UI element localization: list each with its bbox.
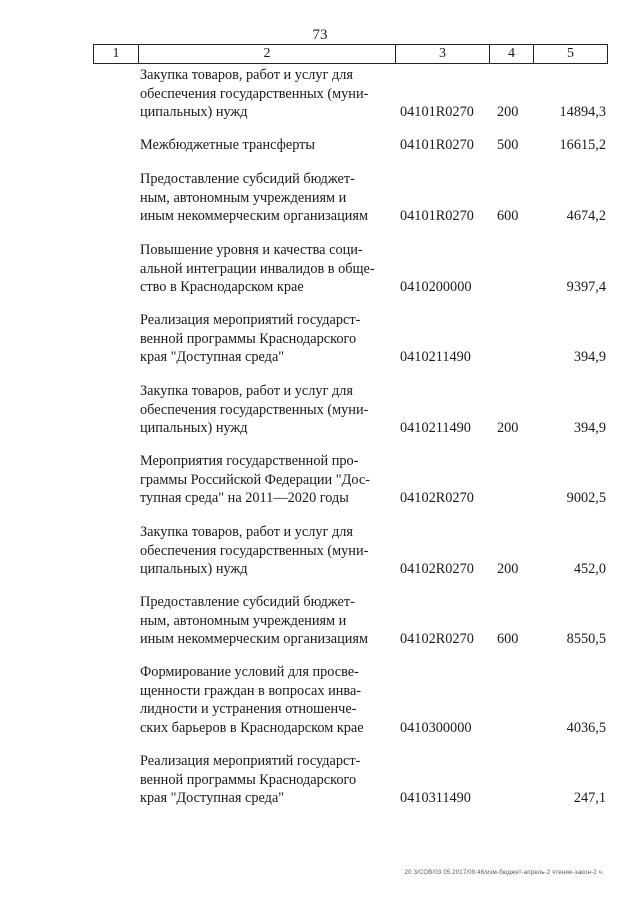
row-code: 0410211490 — [400, 420, 471, 436]
description-line: иным некоммерческим организациям — [140, 208, 369, 224]
description-line: венной программы Краснодарского — [140, 771, 357, 788]
description-line: края "Доступная среда" — [140, 349, 285, 365]
table-header-row — [93, 44, 608, 64]
description-line: тупная среда" на 2011—2020 годы — [140, 490, 349, 506]
row-amount: 452,0 — [573, 561, 606, 577]
description-line: щенности граждан в вопросах инва- — [140, 682, 362, 699]
description-line: края "Доступная среда" — [140, 790, 285, 806]
row-code: 04102R0270 — [400, 561, 474, 577]
row-amount: 4036,5 — [566, 719, 606, 736]
row-amount: 394,9 — [573, 349, 606, 365]
row-code: 04101R0270 — [400, 137, 474, 153]
description-line: ципальных) нужд — [140, 561, 248, 577]
description-line: ципальных) нужд — [140, 420, 248, 436]
description-line: граммы Российской Федерации "Дос- — [140, 471, 370, 488]
page-number: 73 — [312, 27, 328, 43]
row-code: 04102R0270 — [400, 631, 474, 647]
row-expense-type: 200 — [497, 420, 519, 436]
row-code: 04101R0270 — [400, 208, 474, 224]
row-description — [140, 452, 390, 508]
row-description — [140, 136, 390, 155]
row-expense-type: 500 — [497, 137, 519, 153]
description-line: Предоставление субсидий бюджет- — [140, 171, 355, 187]
row-amount: 14894,3 — [559, 104, 606, 120]
row-code: 04102R0270 — [400, 490, 474, 506]
description-line: венной программы Краснодарского — [140, 330, 357, 347]
description-line: ным, автономным учреждениям и — [140, 612, 347, 629]
description-line: обеспечения государственных (муни- — [140, 85, 369, 102]
description-line: Реализация мероприятий государст- — [140, 312, 361, 328]
description-line: иным некоммерческим организациям — [140, 631, 369, 647]
description-line: обеспечения государственных (муни- — [140, 401, 369, 418]
description-line: ство в Краснодарском крае — [140, 279, 304, 295]
description-line: Предоставление субсидий бюджет- — [140, 594, 355, 610]
description-line: лидности и устранения отношенче- — [140, 701, 357, 717]
row-amount: 4674,2 — [566, 208, 606, 224]
row-description — [140, 66, 390, 122]
row-expense-type: 200 — [497, 104, 519, 120]
description-line: ным, автономным учреждениям и — [140, 189, 347, 206]
row-code: 04101R0270 — [400, 104, 474, 120]
row-description — [140, 663, 390, 737]
description-line: обеспечения государственных (муни- — [140, 542, 369, 559]
row-description — [140, 752, 390, 808]
row-code: 0410200000 — [400, 279, 472, 295]
row-amount: 16615,2 — [559, 137, 606, 153]
description-line: ципальных) нужд — [140, 104, 248, 120]
header-col-5: 5 — [567, 46, 574, 61]
description-line: Межбюджетные трансферты — [140, 137, 316, 153]
description-line: Закупка товаров, работ и услуг для — [140, 67, 353, 83]
row-amount: 9002,5 — [566, 490, 606, 506]
header-col-1: 1 — [94, 45, 139, 63]
description-line: Закупка товаров, работ и услуг для — [140, 383, 353, 399]
row-amount: 8550,5 — [566, 631, 606, 647]
description-line: Повышение уровня и качества соци- — [140, 242, 363, 258]
header-col-2: 2 — [139, 45, 396, 63]
row-description — [140, 382, 390, 438]
row-amount: 394,9 — [573, 420, 606, 436]
row-amount: 247,1 — [573, 790, 606, 806]
row-description — [140, 593, 390, 649]
header-col-4: 4 — [490, 45, 534, 63]
row-description — [140, 311, 390, 367]
row-description — [140, 241, 390, 297]
footer-file-reference: 20 3/СОВ/03 05.2017/09:46/изм-бюджет-апрель-2 чтение-закон-2 ч. — [404, 870, 604, 876]
row-expense-type: 600 — [497, 631, 519, 647]
description-line: Закупка товаров, работ и услуг для — [140, 524, 353, 540]
row-expense-type: 200 — [497, 561, 519, 577]
row-expense-type: 600 — [497, 208, 519, 224]
description-line: Реализация мероприятий государст- — [140, 753, 361, 769]
description-line: альной интеграции инвалидов в обще- — [140, 260, 375, 277]
row-code: 0410311490 — [400, 790, 471, 806]
description-line: ских барьеров в Краснодарском крае — [140, 719, 364, 736]
row-description — [140, 523, 390, 579]
row-code: 0410300000 — [400, 719, 472, 736]
description-line: Мероприятия государственной про- — [140, 453, 359, 469]
header-col-3: 3 — [396, 45, 490, 63]
row-code: 0410211490 — [400, 349, 471, 365]
description-line: Формирование условий для просве- — [140, 664, 359, 680]
row-description — [140, 170, 390, 226]
row-amount: 9397,4 — [566, 279, 606, 295]
